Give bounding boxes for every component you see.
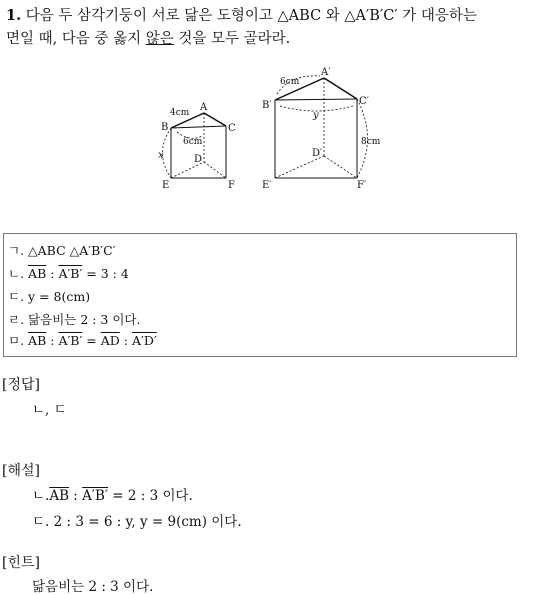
large-prism [275,76,368,178]
answer-text: ㄴ, ㄷ [32,402,67,418]
label-4cm: 4cm [170,108,190,118]
choice-text: y = 8(cm) [28,289,91,304]
explanation-mark: ㄴ. [32,488,50,504]
label-x: x [158,150,164,161]
label-A-prime: A′ [321,67,331,78]
equals: = [82,333,101,348]
label-C: C [228,123,236,134]
label-B-prime: B′ [262,100,272,111]
answer-heading: [정답] [2,377,40,393]
choice-mark: ㄴ. [8,266,25,281]
label-D-prime: D′ [312,148,323,159]
choice-text: 닮음비는 2 : 3 이다. [28,312,141,327]
label-E: E [162,180,170,191]
explanation-line-2: ㄷ. 2 : 3 = 6 : y, y = 9(cm) 이다. [32,514,242,530]
choice-5 [8,332,157,350]
explanation-line-1 [32,484,193,504]
underlined-word: 않은 [145,31,174,47]
choice-mark: ㄹ. [8,312,25,327]
question-line-1 [6,4,530,28]
label-D: D [194,154,203,165]
segment-ab: $\overline{AB}$ [49,488,70,504]
label-A: A [200,102,208,113]
question-number: 1. [6,7,22,24]
label-6cm-large: 6cm [280,77,300,87]
question-line-2 [6,28,530,51]
segment-ab: $\overline{AB}$ [28,333,47,348]
choice-text: △ABC △A′B′C′ [28,243,116,258]
ratio-colon: : [69,488,83,504]
question-line2-pre: 면일 때, 다음 중 옳지 [6,31,146,47]
choice-3 [8,288,90,306]
hint-heading: [힌트] [2,555,40,571]
segment-a-prime-b-prime: A′B′ [58,333,83,348]
choice-rest: = 3 : 4 [82,266,129,281]
segment-ad: $\overline{AD}$ [100,333,120,348]
label-y: y [313,110,319,121]
label-E-prime: E′ [262,180,272,191]
question-text [6,4,530,51]
choice-1 [8,242,116,260]
segment-a-prime-d-prime: A′D′ [131,333,157,348]
choices-box [3,233,517,357]
segment-a-prime-b-prime: A′B′ [82,488,108,504]
choice-2 [8,265,129,283]
question-line1-text: 다음 두 삼각기둥이 서로 닮은 도형이고 △ABC 와 △A′B′C′ 가 대응하는 [25,8,477,24]
segment-a-prime-b-prime: A′B′ [58,266,83,281]
hint-text: 닮음비는 2 : 3 이다. [32,579,154,595]
segment-ab: $\overline{AB}$ [28,266,47,281]
explanation-rest: = 2 : 3 이다. [107,488,193,504]
label-8cm: 8cm [361,137,381,147]
label-6cm-small: 6cm [183,137,203,147]
choice-mark: ㄷ. [8,289,25,304]
label-F: F [228,180,235,191]
label-B: B [161,122,169,133]
choice-4 [8,311,140,329]
ratio-colon: : [119,333,132,348]
choice-mark: ㄱ. [8,243,25,258]
label-F-prime: F′ [357,180,367,191]
choice-mark: ㅁ. [8,333,25,348]
ratio-colon: : [46,333,59,348]
prism-figure [150,64,390,194]
question-line2-post: 것을 모두 골라라. [173,31,291,47]
label-C-prime: C′ [359,96,369,107]
explanation-heading: [해설] [2,463,40,479]
ratio-colon: : [46,266,59,281]
